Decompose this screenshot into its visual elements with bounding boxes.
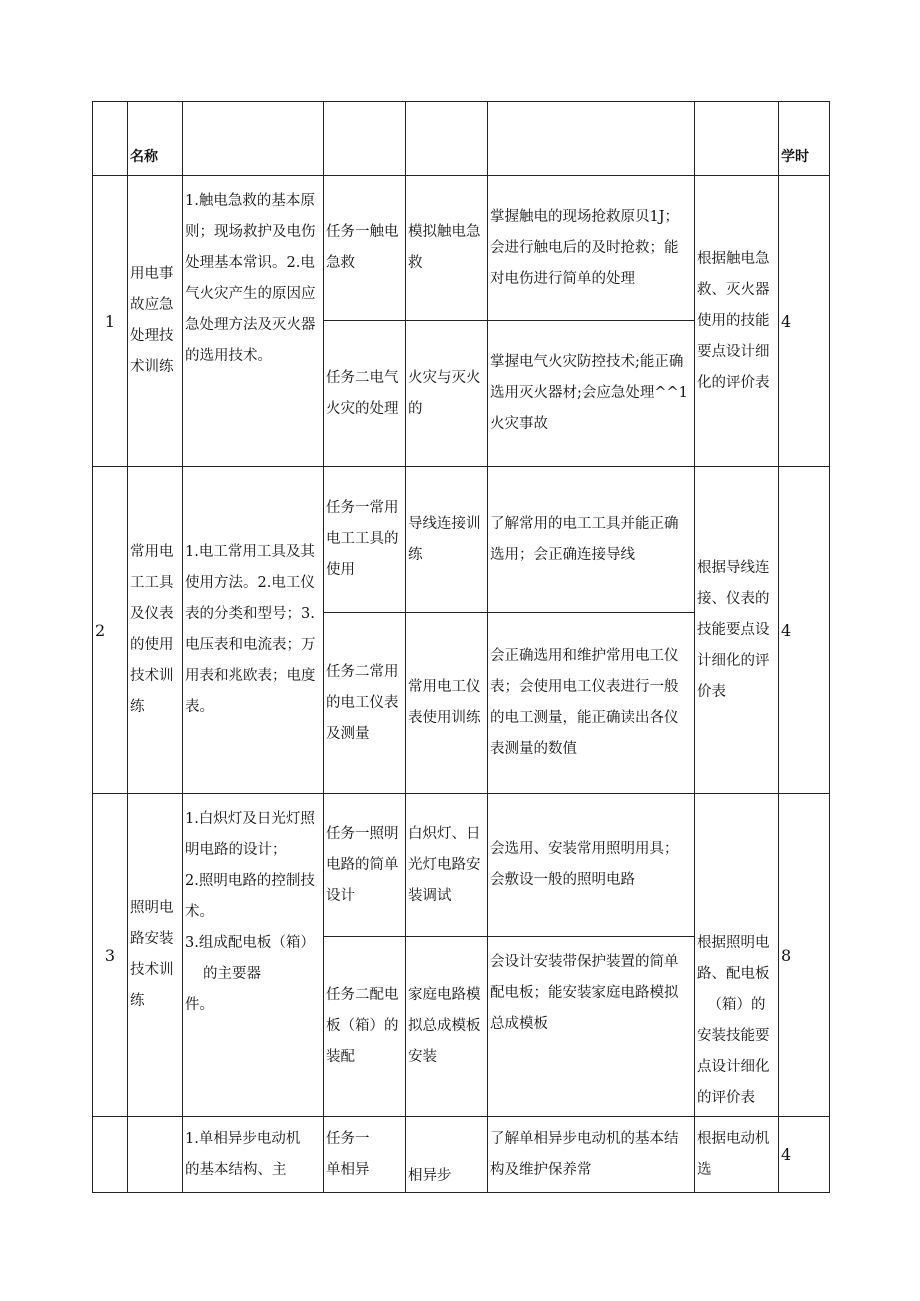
task-name: 任务二常用的电工仪表及测量	[324, 613, 406, 794]
training-item: 火灾与灭火的	[406, 321, 488, 467]
evaluation: 根据电动机选	[695, 1117, 779, 1193]
task-name: 任务二配电板（箱）的装配	[324, 937, 406, 1117]
header-cell-goal	[488, 102, 695, 176]
table-row	[93, 176, 830, 321]
header-cell-evaluation	[695, 102, 779, 176]
task-goal: 会正确选用和维护常用电工仪表；会使用电工仪表进行一般的电工测量，能正确读出各仪表测量的数值	[488, 613, 695, 794]
content-line: 2.照明电路的控制技术。	[185, 873, 315, 920]
header-cell-no	[93, 102, 128, 176]
task-goal: 掌握电气火灾防控技术;能正确选用灭火器材;会应急处理^^1火灾事故	[488, 321, 695, 467]
task-goal: 会设计安装带保护装置的简单配电板；能安装家庭电路模拟总成模板	[488, 937, 695, 1117]
training-item: 家庭电路模拟总成模板安装	[406, 937, 488, 1117]
table-row	[93, 467, 830, 613]
evaluation: 根据导线连接、仪表的技能要点设计细化的评价表	[695, 467, 779, 794]
training-item: 模拟触电急救	[406, 176, 488, 321]
module-content	[183, 794, 324, 1117]
header-cell-content	[183, 102, 324, 176]
training-item: 导线连接训练	[406, 467, 488, 613]
task-goal: 会选用、安装常用照明用具；会敷设一般的照明电路	[488, 794, 695, 937]
table-row	[93, 1117, 830, 1193]
task-name: 任务一照明电路的简单设计	[324, 794, 406, 937]
module-number: 3	[93, 794, 128, 1117]
task-line: 单相异	[326, 1161, 370, 1178]
course-table	[92, 101, 830, 1193]
evaluation-line: （箱）的	[707, 997, 766, 1013]
content-line: 3.组成配电板（箱）	[185, 935, 315, 951]
header-row	[93, 102, 830, 176]
header-cell-training	[406, 102, 488, 176]
content-line: 的主要器	[203, 966, 261, 982]
module-name: 常用电工工具及仪表的使用技术训练	[128, 467, 183, 794]
module-hours: 4	[779, 176, 830, 467]
module-number: 1	[93, 176, 128, 467]
task-name: 任务一常用电工工具的使用	[324, 467, 406, 613]
content-line: 的基本结构、主	[185, 1161, 287, 1178]
module-name	[128, 1117, 183, 1193]
module-content: 1.电工常用工具及其使用方法。2.电工仪表的分类和型号；3.电压表和电流表；万用表和兆欧表；电度表。	[183, 467, 324, 794]
module-hours: 4	[779, 1117, 830, 1193]
evaluation-line: 安装技能要点设计细化的评价表	[697, 1028, 770, 1106]
task-goal: 了解单相异步电动机的基本结构及维护保养常	[488, 1117, 695, 1193]
module-content: 1.触电急救的基本原则；现场救护及电伤处理基本常识。2.电气火灾产生的原因应急处理方法及灭火器的选用技术。	[183, 176, 324, 467]
task-name	[324, 1117, 406, 1193]
module-hours: 8	[779, 794, 830, 1117]
module-name: 照明电路安装技术训练	[128, 794, 183, 1117]
module-number	[93, 1117, 128, 1193]
header-cell-task	[324, 102, 406, 176]
content-line: 件。	[185, 997, 214, 1013]
task-name: 任务一触电急救	[324, 176, 406, 321]
header-hours: 学时	[779, 102, 830, 176]
training-item: 相异步	[406, 1117, 488, 1193]
module-hours: 4	[779, 467, 830, 794]
task-goal: 了解常用的电工工具并能正确选用；会正确连接导线	[488, 467, 695, 613]
training-item: 白炽灯、日光灯电路安装调试	[406, 794, 488, 937]
module-number: 2	[93, 467, 128, 794]
content-line: 1.白炽灯及日光灯照明电路的设计；	[185, 811, 315, 858]
evaluation-line: 根据照明电路、配电板	[697, 935, 770, 982]
task-line: 任务一	[326, 1130, 370, 1147]
task-goal: 掌握触电的现场抢救原贝1J；会进行触电后的及时抢救；能对电伤进行简单的处理	[488, 176, 695, 321]
evaluation: 根据触电急救、灭火器使用的技能要点设计细化的评价表	[695, 176, 779, 467]
content-line: 1.单相异步电动机	[185, 1130, 301, 1147]
header-name: 名称	[128, 102, 183, 176]
module-content	[183, 1117, 324, 1193]
task-name: 任务二电气火灾的处理	[324, 321, 406, 467]
table-row	[93, 794, 830, 937]
evaluation	[695, 794, 779, 1117]
training-item: 常用电工仪表使用训练	[406, 613, 488, 794]
module-name: 用电事故应急处理技术训练	[128, 176, 183, 467]
